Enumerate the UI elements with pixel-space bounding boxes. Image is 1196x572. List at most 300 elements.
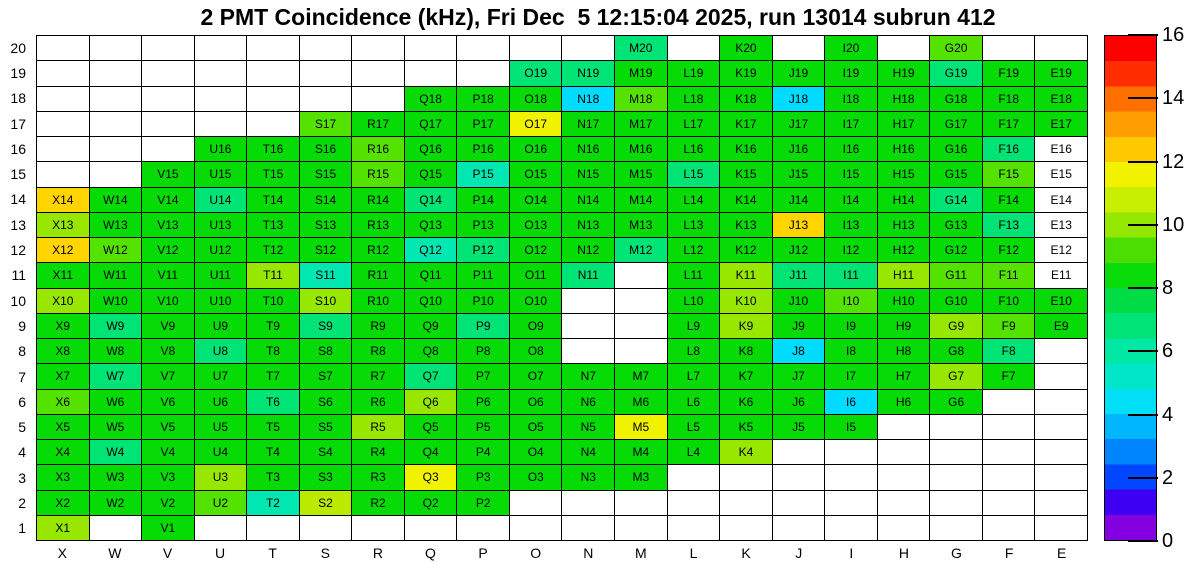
cell-S14: S14 (300, 188, 352, 212)
cell-J6: J6 (773, 390, 825, 414)
cell-empty (37, 162, 89, 186)
colorbar-tick (1128, 540, 1158, 542)
cell-empty (930, 491, 982, 515)
cell-X9: X9 (37, 314, 89, 338)
cell-empty (1035, 465, 1087, 489)
cell-X13: X13 (37, 213, 89, 237)
cell-empty (930, 440, 982, 464)
y-axis-label: 20 (10, 39, 26, 56)
x-axis-label: T (268, 545, 277, 561)
cell-O6: O6 (510, 390, 562, 414)
cell-S3: S3 (300, 465, 352, 489)
cell-I18: I18 (825, 87, 877, 111)
y-axis-label: 4 (18, 444, 26, 461)
cell-K17: K17 (720, 112, 772, 136)
cell-empty (562, 516, 614, 540)
cell-empty (878, 465, 930, 489)
cell-W5: W5 (90, 415, 142, 439)
cell-J19: J19 (773, 61, 825, 85)
cell-H18: H18 (878, 87, 930, 111)
cell-L12: L12 (668, 238, 720, 262)
cell-S16: S16 (300, 137, 352, 161)
cell-N4: N4 (562, 440, 614, 464)
cell-S7: S7 (300, 364, 352, 388)
cell-N19: N19 (562, 61, 614, 85)
cell-J5: J5 (773, 415, 825, 439)
y-axis-label: 1 (18, 520, 26, 537)
cell-F12: F12 (983, 238, 1035, 262)
cell-empty (562, 339, 614, 363)
cell-N17: N17 (562, 112, 614, 136)
cell-empty (1035, 339, 1087, 363)
cell-empty (457, 36, 509, 60)
cell-V15: V15 (142, 162, 194, 186)
x-axis-label: U (215, 545, 226, 561)
cell-X10: X10 (37, 289, 89, 313)
cell-empty (37, 112, 89, 136)
cell-L10: L10 (668, 289, 720, 313)
cell-M12: M12 (615, 238, 667, 262)
cell-F15: F15 (983, 162, 1035, 186)
y-axis-label: 8 (18, 343, 26, 360)
cell-O10: O10 (510, 289, 562, 313)
cell-H9: H9 (878, 314, 930, 338)
y-axis-label: 12 (10, 242, 26, 259)
cell-V9: V9 (142, 314, 194, 338)
cell-P15: P15 (457, 162, 509, 186)
cell-O5: O5 (510, 415, 562, 439)
cell-G15: G15 (930, 162, 982, 186)
cell-K14: K14 (720, 188, 772, 212)
cell-E13: E13 (1035, 213, 1087, 237)
cell-empty (352, 516, 404, 540)
cell-H12: H12 (878, 238, 930, 262)
cell-empty (615, 516, 667, 540)
cell-T2: T2 (247, 491, 299, 515)
cell-J11: J11 (773, 263, 825, 287)
colorbar-tick-label: 4 (1162, 403, 1174, 426)
cell-R7: R7 (352, 364, 404, 388)
cell-S2: S2 (300, 491, 352, 515)
colorbar-tick-label: 12 (1162, 150, 1185, 173)
cell-U14: U14 (195, 188, 247, 212)
cell-H10: H10 (878, 289, 930, 313)
cell-R17: R17 (352, 112, 404, 136)
y-axis-label: 5 (18, 419, 26, 436)
cell-T10: T10 (247, 289, 299, 313)
cell-Q12: Q12 (405, 238, 457, 262)
cell-empty (562, 314, 614, 338)
cell-F17: F17 (983, 112, 1035, 136)
cell-X12: X12 (37, 238, 89, 262)
cell-R5: R5 (352, 415, 404, 439)
cell-K12: K12 (720, 238, 772, 262)
cell-M13: M13 (615, 213, 667, 237)
cell-H13: H13 (878, 213, 930, 237)
cell-empty (510, 516, 562, 540)
cell-L11: L11 (668, 263, 720, 287)
cell-P4: P4 (457, 440, 509, 464)
cell-X14: X14 (37, 188, 89, 212)
cell-L16: L16 (668, 137, 720, 161)
cell-empty (510, 36, 562, 60)
cell-N11: N11 (562, 263, 614, 287)
cell-empty (300, 36, 352, 60)
cell-S10: S10 (300, 289, 352, 313)
cell-G11: G11 (930, 263, 982, 287)
cell-X11: X11 (37, 263, 89, 287)
cell-H11: H11 (878, 263, 930, 287)
cell-K13: K13 (720, 213, 772, 237)
cell-U11: U11 (195, 263, 247, 287)
cell-I13: I13 (825, 213, 877, 237)
cell-F9: F9 (983, 314, 1035, 338)
cell-L15: L15 (668, 162, 720, 186)
y-axis-label: 17 (10, 115, 26, 132)
colorbar-tick-label: 10 (1162, 213, 1185, 236)
cell-M20: M20 (615, 36, 667, 60)
cell-empty (1035, 364, 1087, 388)
cell-empty (983, 491, 1035, 515)
cell-M14: M14 (615, 188, 667, 212)
cell-empty (352, 36, 404, 60)
cell-W9: W9 (90, 314, 142, 338)
cell-empty (615, 491, 667, 515)
cell-P12: P12 (457, 238, 509, 262)
cell-empty (878, 491, 930, 515)
cell-O13: O13 (510, 213, 562, 237)
cell-H17: H17 (878, 112, 930, 136)
cell-S8: S8 (300, 339, 352, 363)
y-axis-label: 13 (10, 216, 26, 233)
cell-F11: F11 (983, 263, 1035, 287)
x-axis-label: V (162, 545, 173, 561)
cell-R9: R9 (352, 314, 404, 338)
colorbar-tick (1128, 34, 1158, 36)
cell-empty (142, 87, 194, 111)
cell-O14: O14 (510, 188, 562, 212)
cell-empty (825, 440, 877, 464)
y-axis-label: 10 (10, 292, 26, 309)
cell-H15: H15 (878, 162, 930, 186)
cell-Q7: Q7 (405, 364, 457, 388)
cell-M5: M5 (615, 415, 667, 439)
cell-N14: N14 (562, 188, 614, 212)
cell-I17: I17 (825, 112, 877, 136)
cell-O4: O4 (510, 440, 562, 464)
cell-X8: X8 (37, 339, 89, 363)
cell-empty (720, 516, 772, 540)
cell-E15: E15 (1035, 162, 1087, 186)
cell-P8: P8 (457, 339, 509, 363)
cell-W11: W11 (90, 263, 142, 287)
cell-M3: M3 (615, 465, 667, 489)
cell-W6: W6 (90, 390, 142, 414)
x-axis-label: R (372, 545, 383, 561)
cell-I15: I15 (825, 162, 877, 186)
cell-W12: W12 (90, 238, 142, 262)
cell-J18: J18 (773, 87, 825, 111)
cell-empty (615, 314, 667, 338)
cell-S13: S13 (300, 213, 352, 237)
cell-empty (510, 491, 562, 515)
cell-Q16: Q16 (405, 137, 457, 161)
x-axis-label: X (57, 545, 67, 561)
x-axis-label: L (689, 545, 698, 561)
cell-W10: W10 (90, 289, 142, 313)
cell-E11: E11 (1035, 263, 1087, 287)
cell-F18: F18 (983, 87, 1035, 111)
cell-V5: V5 (142, 415, 194, 439)
cell-J17: J17 (773, 112, 825, 136)
y-axis-label: 19 (10, 64, 26, 81)
cell-W7: W7 (90, 364, 142, 388)
x-axis-label: P (478, 545, 488, 561)
cell-N5: N5 (562, 415, 614, 439)
cell-I5: I5 (825, 415, 877, 439)
cell-N12: N12 (562, 238, 614, 262)
cell-W4: W4 (90, 440, 142, 464)
cell-G9: G9 (930, 314, 982, 338)
cell-empty (773, 440, 825, 464)
cell-empty (90, 162, 142, 186)
cell-E17: E17 (1035, 112, 1087, 136)
cell-empty (562, 36, 614, 60)
cell-L19: L19 (668, 61, 720, 85)
cell-M18: M18 (615, 87, 667, 111)
cell-T16: T16 (247, 137, 299, 161)
cell-empty (37, 36, 89, 60)
cell-empty (247, 112, 299, 136)
cell-L5: L5 (668, 415, 720, 439)
cell-R13: R13 (352, 213, 404, 237)
cell-U12: U12 (195, 238, 247, 262)
cell-M4: M4 (615, 440, 667, 464)
cell-K20: K20 (720, 36, 772, 60)
y-axis-label: 3 (18, 469, 26, 486)
cell-I12: I12 (825, 238, 877, 262)
cell-T5: T5 (247, 415, 299, 439)
cell-empty (878, 36, 930, 60)
cell-P2: P2 (457, 491, 509, 515)
cell-R14: R14 (352, 188, 404, 212)
cell-Q13: Q13 (405, 213, 457, 237)
cell-empty (983, 390, 1035, 414)
cell-T3: T3 (247, 465, 299, 489)
cell-empty (37, 87, 89, 111)
cell-H19: H19 (878, 61, 930, 85)
cell-U10: U10 (195, 289, 247, 313)
x-axis-label: Q (425, 545, 436, 561)
cell-X1: X1 (37, 516, 89, 540)
cell-K15: K15 (720, 162, 772, 186)
cell-empty (37, 137, 89, 161)
cell-F14: F14 (983, 188, 1035, 212)
cell-K8: K8 (720, 339, 772, 363)
cell-I20: I20 (825, 36, 877, 60)
cell-Q5: Q5 (405, 415, 457, 439)
cell-H8: H8 (878, 339, 930, 363)
cell-Q15: Q15 (405, 162, 457, 186)
cell-F7: F7 (983, 364, 1035, 388)
cell-T14: T14 (247, 188, 299, 212)
cell-V3: V3 (142, 465, 194, 489)
cell-G20: G20 (930, 36, 982, 60)
cell-empty (195, 112, 247, 136)
cell-O7: O7 (510, 364, 562, 388)
cell-empty (142, 61, 194, 85)
cell-T8: T8 (247, 339, 299, 363)
cell-R6: R6 (352, 390, 404, 414)
cell-O8: O8 (510, 339, 562, 363)
cell-L17: L17 (668, 112, 720, 136)
cell-R2: R2 (352, 491, 404, 515)
cell-P11: P11 (457, 263, 509, 287)
cell-J9: J9 (773, 314, 825, 338)
heatmap-grid (36, 35, 1088, 541)
cell-P9: P9 (457, 314, 509, 338)
cell-O17: O17 (510, 112, 562, 136)
cell-X5: X5 (37, 415, 89, 439)
cell-G14: G14 (930, 188, 982, 212)
cell-K9: K9 (720, 314, 772, 338)
cell-empty (983, 415, 1035, 439)
cell-J7: J7 (773, 364, 825, 388)
cell-empty (457, 516, 509, 540)
cell-empty (195, 36, 247, 60)
cell-empty (352, 61, 404, 85)
cell-G13: G13 (930, 213, 982, 237)
cell-empty (247, 87, 299, 111)
cell-empty (825, 491, 877, 515)
cell-O15: O15 (510, 162, 562, 186)
colorbar-tick-label: 8 (1162, 277, 1174, 299)
cell-O16: O16 (510, 137, 562, 161)
cell-S12: S12 (300, 238, 352, 262)
cell-Q14: Q14 (405, 188, 457, 212)
cell-empty (983, 36, 1035, 60)
cell-empty (90, 137, 142, 161)
x-axis-label: G (951, 545, 962, 561)
cell-H16: H16 (878, 137, 930, 161)
cell-empty (983, 516, 1035, 540)
cell-P6: P6 (457, 390, 509, 414)
cell-L14: L14 (668, 188, 720, 212)
cell-L6: L6 (668, 390, 720, 414)
cell-I11: I11 (825, 263, 877, 287)
cell-U9: U9 (195, 314, 247, 338)
cell-X6: X6 (37, 390, 89, 414)
cell-K4: K4 (720, 440, 772, 464)
cell-G6: G6 (930, 390, 982, 414)
cell-U2: U2 (195, 491, 247, 515)
cell-T12: T12 (247, 238, 299, 262)
cell-F8: F8 (983, 339, 1035, 363)
cell-R10: R10 (352, 289, 404, 313)
cell-S15: S15 (300, 162, 352, 186)
cell-empty (1035, 36, 1087, 60)
cell-empty (405, 36, 457, 60)
cell-G12: G12 (930, 238, 982, 262)
cell-F10: F10 (983, 289, 1035, 313)
cell-H7: H7 (878, 364, 930, 388)
cell-empty (615, 289, 667, 313)
colorbar-tick (1128, 161, 1158, 163)
cell-S5: S5 (300, 415, 352, 439)
cell-E19: E19 (1035, 61, 1087, 85)
cell-empty (90, 61, 142, 85)
cell-empty (142, 112, 194, 136)
cell-empty (90, 36, 142, 60)
cell-empty (983, 440, 1035, 464)
cell-G17: G17 (930, 112, 982, 136)
cell-X4: X4 (37, 440, 89, 464)
cell-U15: U15 (195, 162, 247, 186)
cell-empty (300, 61, 352, 85)
cell-K10: K10 (720, 289, 772, 313)
cell-empty (930, 415, 982, 439)
cell-V4: V4 (142, 440, 194, 464)
cell-Q8: Q8 (405, 339, 457, 363)
cell-empty (668, 465, 720, 489)
cell-empty (37, 61, 89, 85)
colorbar-tick-label: 6 (1162, 340, 1174, 363)
cell-U6: U6 (195, 390, 247, 414)
cell-E16: E16 (1035, 137, 1087, 161)
cell-empty (405, 516, 457, 540)
colorbar-tick (1128, 477, 1158, 479)
x-axis-label: O (530, 545, 542, 561)
chart-title: 2 PMT Coincidence (kHz), Fri Dec 5 12:15:04 2025, run 13014 subrun 412 (200, 4, 996, 30)
cell-W2: W2 (90, 491, 142, 515)
x-axis-label: S (320, 545, 330, 561)
cell-I10: I10 (825, 289, 877, 313)
cell-K18: K18 (720, 87, 772, 111)
cell-U8: U8 (195, 339, 247, 363)
y-axis-label: 16 (10, 140, 26, 157)
cell-E10: E10 (1035, 289, 1087, 313)
cell-empty (825, 516, 877, 540)
cell-T6: T6 (247, 390, 299, 414)
cell-V8: V8 (142, 339, 194, 363)
cell-M19: M19 (615, 61, 667, 85)
cell-U13: U13 (195, 213, 247, 237)
cell-J14: J14 (773, 188, 825, 212)
x-axis-label: W (108, 545, 122, 561)
colorbar-tick (1128, 350, 1158, 352)
cell-empty (773, 36, 825, 60)
cell-G8: G8 (930, 339, 982, 363)
x-axis-label: J (795, 545, 803, 561)
y-axis-label: 15 (10, 166, 26, 183)
cell-I8: I8 (825, 339, 877, 363)
cell-U3: U3 (195, 465, 247, 489)
x-axis-label: K (741, 545, 751, 561)
cell-G18: G18 (930, 87, 982, 111)
cell-N16: N16 (562, 137, 614, 161)
cell-O12: O12 (510, 238, 562, 262)
colorbar-tick (1128, 287, 1158, 289)
cell-O18: O18 (510, 87, 562, 111)
cell-O3: O3 (510, 465, 562, 489)
cell-N18: N18 (562, 87, 614, 111)
y-axis-label: 18 (10, 90, 26, 107)
cell-empty (825, 465, 877, 489)
cell-empty (668, 516, 720, 540)
cell-empty (1035, 491, 1087, 515)
cell-V6: V6 (142, 390, 194, 414)
y-axis-label: 2 (18, 495, 26, 512)
